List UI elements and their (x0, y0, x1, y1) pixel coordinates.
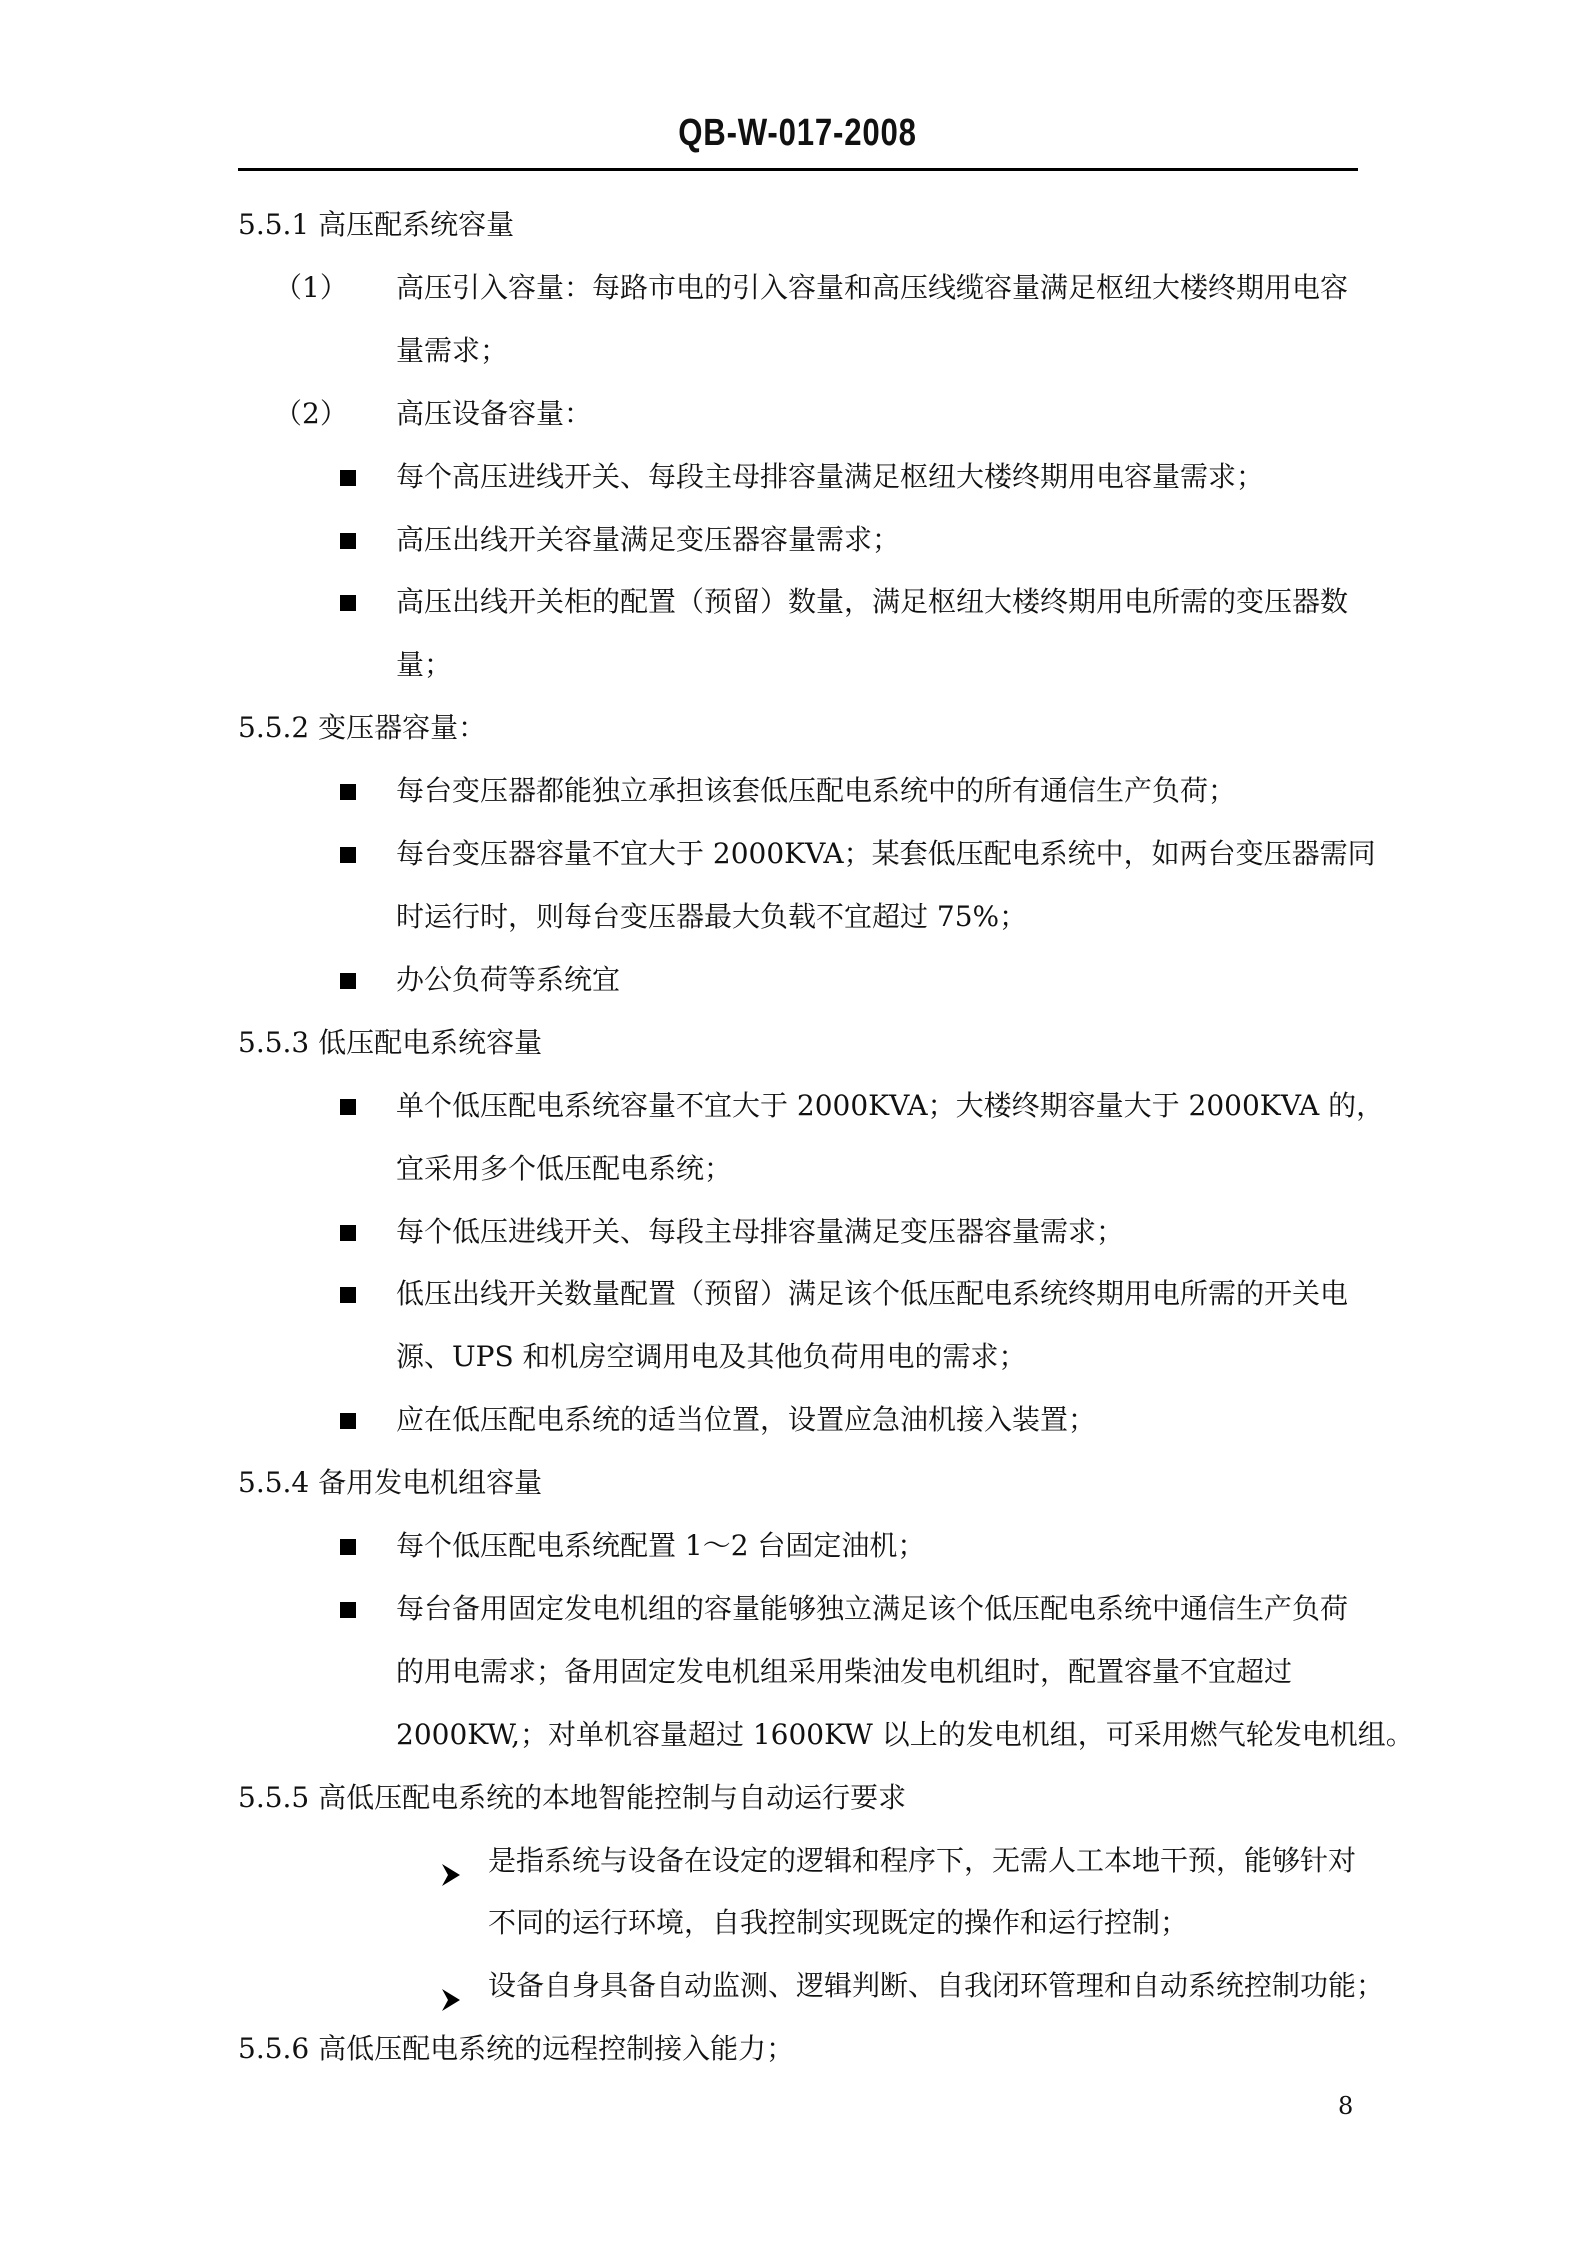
item-text: 高压引入容量：每路市电的引入容量和高压线缆容量满足枢纽大楼终期用电容 (396, 270, 1349, 304)
list-item-line (238, 1389, 1418, 1452)
item-text: 办公负荷等系统宜 (396, 962, 621, 996)
document-header (238, 112, 1358, 155)
list-item-line (238, 1955, 1418, 2018)
item-text: 应在低压配电系统的适当位置，设置应急油机接入装置； (396, 1403, 1097, 1437)
document-body (238, 194, 1418, 2081)
item-text: 每个低压进线开关、每段主母排容量满足变压器容量需求； (396, 1214, 1125, 1248)
square-bullet-icon (340, 1225, 356, 1241)
item-text: 低压出线开关数量配置（预留）满足该个低压配电系统终期用电所需的开关电 (396, 1277, 1349, 1311)
section-heading: 5.5.4 备用发电机组容量 (238, 1466, 543, 1500)
header-rule (238, 168, 1358, 171)
list-item-line (238, 1515, 1418, 1578)
square-bullet-icon (340, 1099, 356, 1115)
square-bullet-icon (340, 595, 356, 611)
list-item-line (238, 634, 1418, 697)
list-item-line (238, 257, 1418, 320)
item-text: 每台备用固定发电机组的容量能够独立满足该个低压配电系统中通信生产负荷 (396, 1591, 1349, 1625)
list-item-line (238, 1641, 1418, 1704)
list-item-line (238, 886, 1418, 949)
item-text: 每台变压器都能独立承担该套低压配电系统中的所有通信生产负荷； (396, 774, 1237, 808)
item-text: 设备自身具备自动监测、逻辑判断、自我闭环管理和自动系统控制功能； (488, 1969, 1385, 2003)
square-bullet-icon (340, 470, 356, 486)
list-item-line (238, 1263, 1418, 1326)
list-item-line (238, 446, 1418, 509)
item-number: （2） (274, 396, 348, 430)
arrow-bullet-icon (440, 1848, 462, 1874)
item-text: 2000KW,；对单机容量超过 1600KW 以上的发电机组，可采用燃气轮发电机组。 (396, 1717, 1414, 1751)
list-item-line (238, 571, 1418, 634)
item-text: 每台变压器容量不宜大于 2000KVA；某套低压配电系统中，如两台变压器需同 (396, 837, 1376, 871)
arrow-bullet-icon (440, 1973, 462, 1999)
list-item-line (238, 1578, 1418, 1641)
section-heading: 5.5.1 高压配系统容量 (238, 208, 515, 241)
square-bullet-icon (340, 847, 356, 863)
square-bullet-icon (340, 1413, 356, 1429)
section-heading: 5.5.2 变压器容量： (238, 711, 487, 745)
item-text: 时运行时，则每台变压器最大负载不宜超过 75%； (396, 899, 1028, 933)
section-heading: 5.5.3 低压配电系统容量 (238, 1025, 543, 1059)
item-text: 高压出线开关容量满足变压器容量需求； (396, 522, 901, 556)
list-item-line (238, 1704, 1418, 1767)
list-item-line (238, 1830, 1418, 1893)
list-item-line (238, 949, 1418, 1012)
list-item-line (238, 1892, 1418, 1955)
item-text: 每个低压配电系统配置 1～2 台固定油机； (396, 1529, 926, 1563)
list-item-line (238, 320, 1418, 383)
list-item-line (238, 760, 1418, 823)
item-text: 高压设备容量： (396, 396, 593, 430)
list-item-line (238, 823, 1418, 886)
item-text: 的用电需求；备用固定发电机组采用柴油发电机组时，配置容量不宜超过 (396, 1654, 1293, 1688)
section-heading: 5.5.6 高低压配电系统的远程控制接入能力； (238, 2032, 795, 2066)
item-text: 量需求； (396, 333, 509, 367)
page-number: 8 (1338, 2092, 1354, 2120)
list-item-line (238, 1138, 1418, 1201)
item-text: 每个高压进线开关、每段主母排容量满足枢纽大楼终期用电容量需求； (396, 459, 1265, 493)
square-bullet-icon (340, 1287, 356, 1303)
list-item-line (238, 1201, 1418, 1264)
item-text: 是指系统与设备在设定的逻辑和程序下，无需人工本地干预，能够针对 (488, 1843, 1357, 1877)
section-heading: 5.5.5 高低压配电系统的本地智能控制与自动运行要求 (238, 1780, 907, 1814)
square-bullet-icon (340, 1602, 356, 1618)
square-bullet-icon (340, 533, 356, 549)
list-item-line (238, 1075, 1418, 1138)
square-bullet-icon (340, 973, 356, 989)
item-text: 宜采用多个低压配电系统； (396, 1151, 733, 1185)
list-item-line (238, 1326, 1418, 1389)
document-code: QB-W-017-2008 (678, 112, 918, 154)
item-text: 不同的运行环境，自我控制实现既定的操作和运行控制； (488, 1906, 1189, 1940)
item-text: 单个低压配电系统容量不宜大于 2000KVA；大楼终期容量大于 2000KVA 的， (396, 1088, 1385, 1122)
list-item-line (238, 383, 1418, 446)
list-item-line (238, 509, 1418, 572)
square-bullet-icon (340, 1539, 356, 1555)
item-number: （1） (274, 270, 348, 304)
item-text: 量； (396, 648, 453, 682)
square-bullet-icon (340, 784, 356, 800)
item-text: 高压出线开关柜的配置（预留）数量，满足枢纽大楼终期用电所需的变压器数 (396, 585, 1349, 619)
item-text: 源、UPS 和机房空调用电及其他负荷用电的需求； (396, 1340, 1027, 1374)
